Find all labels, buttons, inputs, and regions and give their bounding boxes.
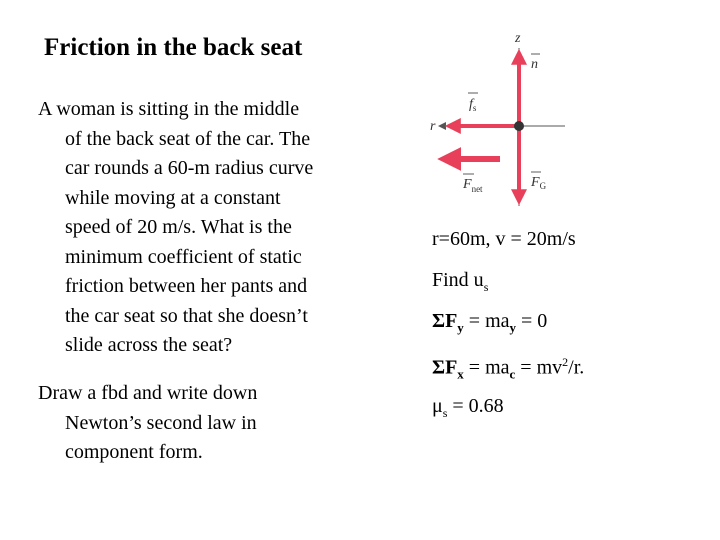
slide-title: Friction in the back seat xyxy=(44,34,303,61)
problem-line: slide across the seat? xyxy=(65,334,233,356)
instruction-line: component form. xyxy=(65,441,203,463)
problem-line: car rounds a 60-m radius curve xyxy=(65,157,314,179)
instruction-line: Newton’s second law in xyxy=(65,411,257,434)
problem-line: minimum coefficient of static xyxy=(65,245,302,268)
instruction-line: Draw a fbd and write down xyxy=(38,382,258,404)
newton-x-equation: $\Sigma F_x = ma_c = mv^2/r$. xyxy=(432,355,585,382)
problem-line: friction between her pants and xyxy=(65,275,308,297)
normal-force-label: n xyxy=(531,57,538,72)
instruction-text xyxy=(38,379,257,468)
friction-force-label: $f_s$ xyxy=(469,97,477,113)
problem-line: speed of 20 m/s. What is the xyxy=(65,216,292,238)
result-equation: $\mu_s = 0.68$ xyxy=(432,395,504,420)
problem-line: the car seat so that she doesn’t xyxy=(65,304,308,327)
find-statement: Find $u_s$ xyxy=(432,269,489,294)
net-force-label: $F_{net}$ xyxy=(463,177,483,194)
problem-line: of the back seat of the car. The xyxy=(65,127,311,150)
r-axis-label: r xyxy=(430,119,436,134)
newton-y-equation: $\Sigma F_y = ma_y = 0$ xyxy=(432,310,548,335)
woman-point xyxy=(514,121,524,131)
given-values: r=60m, v = 20m/s xyxy=(432,228,576,250)
z-axis-label: z xyxy=(515,31,521,46)
problem-line: A woman is sitting in the middle xyxy=(38,98,300,120)
problem-statement xyxy=(38,95,313,361)
problem-line: while moving at a constant xyxy=(65,186,281,209)
free-body-diagram xyxy=(420,26,600,211)
gravity-force-label: $F_G$ xyxy=(531,175,547,191)
